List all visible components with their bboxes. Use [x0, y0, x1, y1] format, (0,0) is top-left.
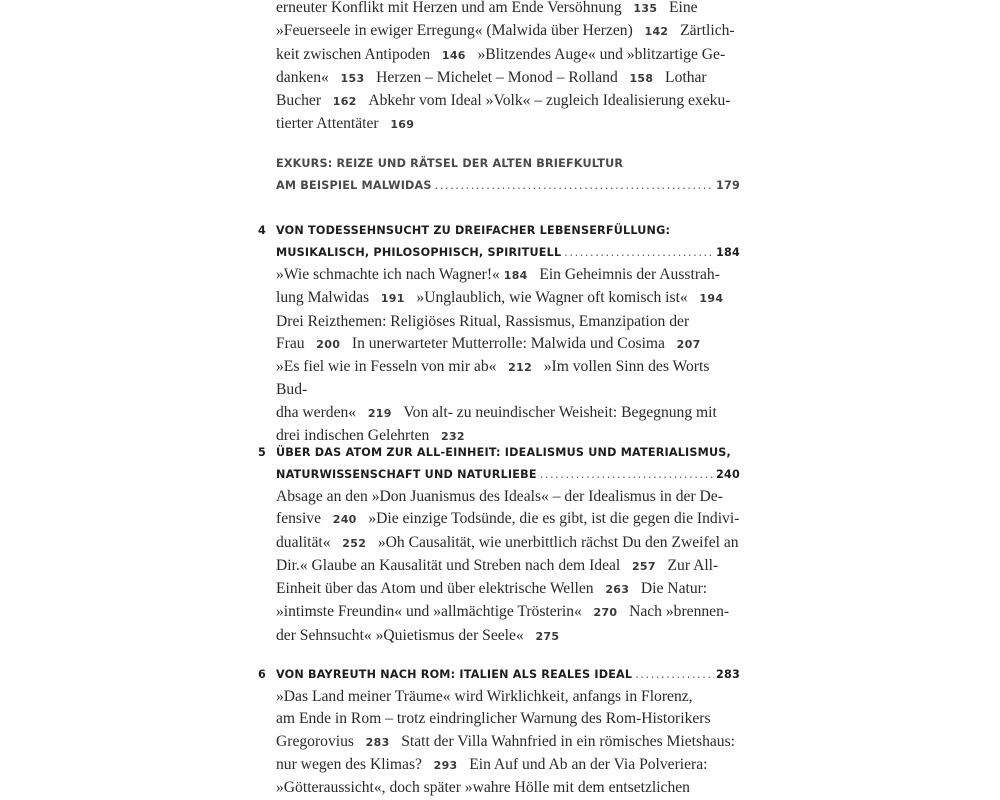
page-number: 194	[699, 292, 724, 306]
toc-line: nur wegen des Klimas? 293 Ein Auf und Ab an der Via Polveriera:	[276, 755, 708, 773]
chapter-5-title-line-2: NATURWISSENSCHAFT UND NATURLIEBE ..... 240	[276, 464, 740, 486]
toc-line: am Ende in Rom – trotz eindringlicher Warnung des Rom-Historikers	[276, 710, 711, 728]
toc-line: »intimste Freundin« und »allmächtige Trösterin« 270 Nach »brennen-	[276, 603, 730, 621]
chapter-6-subentries	[276, 686, 740, 799]
page-number: 142	[644, 25, 669, 39]
chapter-6-entry	[258, 664, 740, 799]
toc-line: »Feuerseele in ewiger Erregung« (Malwida über Herzen) 142 Zärtlich-	[276, 22, 735, 40]
toc-line: »Götteraussicht«, doch später »wahre Hölle mit dem entsetzlichen	[276, 779, 690, 797]
toc-line: Absage an den »Don Juanismus des Ideals« – der Idealismus in der De-	[276, 488, 723, 505]
toc-line: Dir.« Glaube an Kausalität und Streben nach dem Ideal 257 Zur All-	[276, 556, 719, 574]
chapter-number: 4	[258, 224, 266, 237]
page-number: 184	[503, 269, 528, 282]
page-number: 200	[316, 337, 341, 351]
page-number: 212	[508, 361, 533, 375]
chapter-5-title-line-1: 5 ÜBER DAS ATOM ZUR ALL-EINHEIT: IDEALISMUS UND MATERIALISMUS,	[276, 442, 740, 464]
toc-line: Drei Reizthemen: Religiöses Ritual, Rassismus, Emanzipation der	[276, 312, 690, 330]
excursus-title-line-1: EXKURS: REIZE UND RÄTSEL DER ALTEN BRIEFKULTUR	[276, 157, 624, 170]
chapter-page-number: 283	[716, 668, 740, 681]
chapter-number: 5	[258, 446, 266, 459]
page-number: 257	[631, 559, 656, 573]
page-number: 207	[676, 337, 701, 351]
page-number: 135	[633, 2, 658, 15]
page-number: 191	[380, 292, 405, 306]
page-number: 293	[433, 758, 458, 772]
toc-line: danken« 153 Herzen – Michelet – Monod – Rolland 158 Lothar	[276, 68, 707, 86]
toc-line: »Das Land meiner Träume« wird Wirklichkeit, anfangs in Florenz,	[276, 688, 693, 705]
page-number: 169	[390, 118, 415, 132]
toc-line: Gregorovius 283 Statt der Villa Wahnfried in ein römisches Mietshaus:	[276, 732, 735, 750]
toc-line: »Wie schmachte ich nach Wagner!« 184 Ein Geheimnis der Ausstrah-	[276, 266, 720, 283]
excursus-title-line-2	[276, 175, 740, 197]
toc-line: Bucher 162 Abkehr vom Ideal »Volk« – zugleich Idealisierung exeku-	[276, 92, 731, 110]
dot-leader	[564, 242, 714, 264]
page-number: 153	[340, 71, 365, 85]
toc-line: »Es fiel wie in Fesseln von mir ab« 212 »Im vollen Sinn des Worts Bud-	[276, 358, 710, 399]
excursus-title-text: AM BEISPIEL MALWIDAS	[276, 179, 432, 192]
page-number: 283	[365, 735, 390, 749]
toc-line: Einheit über das Atom und über elektrische Wellen 263 Die Natur:	[276, 580, 708, 598]
toc-line: keit zwischen Antipoden 146 »Blitzendes Auge« und »blitzartige Ge-	[276, 45, 726, 63]
excursus-entry	[276, 153, 740, 197]
chapter-4-title-line-1: 4 VON TODESSEHNSUCHT ZU DREIFACHER LEBENSERFÜLLUNG:	[276, 220, 740, 242]
page-number: 162	[332, 95, 357, 109]
toc-line: dualität« 252 »Oh Causalität, wie unerbittlich rächst Du den Zweifel an	[276, 533, 739, 551]
toc-line: fensive 240 »Die einzige Todsünde, die es gibt, ist die gegen die Indivi-	[276, 510, 740, 528]
chapter-4-subentries	[276, 264, 740, 448]
chapter-4-entry	[258, 220, 740, 448]
chapter-4-title-line-2: MUSIKALISCH, PHILOSOPHISCH, SPIRITUELL ..... 184	[276, 242, 740, 264]
page-number: 270	[593, 606, 618, 620]
chapter-3-entries	[276, 0, 740, 137]
page-number: 252	[342, 536, 367, 550]
excursus-page-number: 179	[716, 179, 740, 192]
toc-line: tierter Attentäter 169	[276, 115, 415, 133]
chapter-page-number: 184	[716, 246, 740, 259]
chapter-page-number: 240	[716, 468, 740, 481]
toc-line: erneuter Konflikt mit Herzen und am Ende Versöhnung 135 Eine	[276, 0, 698, 16]
dot-leader	[435, 175, 714, 197]
toc-line: Frau 200 In unerwarteter Mutterrolle: Malwida und Cosima 207	[276, 334, 701, 352]
toc-line: lung Malwidas 191 »Unglaublich, wie Wagner oft komisch ist« 194	[276, 289, 724, 307]
toc-line: dha werden« 219 Von alt- zu neuindischer Weisheit: Begegnung mit	[276, 403, 717, 421]
chapter-6-title-line-1: 6 VON BAYREUTH NACH ROM: ITALIEN ALS REALES IDEAL ..... 283	[276, 664, 740, 686]
page-number: 219	[367, 406, 392, 420]
page-number: 275	[535, 629, 560, 643]
dot-leader	[540, 464, 714, 486]
page-number: 146	[441, 48, 466, 62]
chapter-5-entry	[258, 442, 740, 648]
toc-line: drei indischen Gelehrten 232	[276, 427, 465, 445]
dot-leader	[635, 664, 714, 686]
page-number: 158	[629, 71, 654, 85]
page-number: 240	[332, 513, 357, 527]
toc-line: der Sehnsucht« »Quietismus der Seele« 275	[276, 626, 560, 644]
page-number: 263	[605, 583, 630, 597]
chapter-number: 6	[258, 668, 266, 681]
page-number: 232	[440, 430, 465, 444]
chapter-5-subentries	[276, 486, 740, 648]
